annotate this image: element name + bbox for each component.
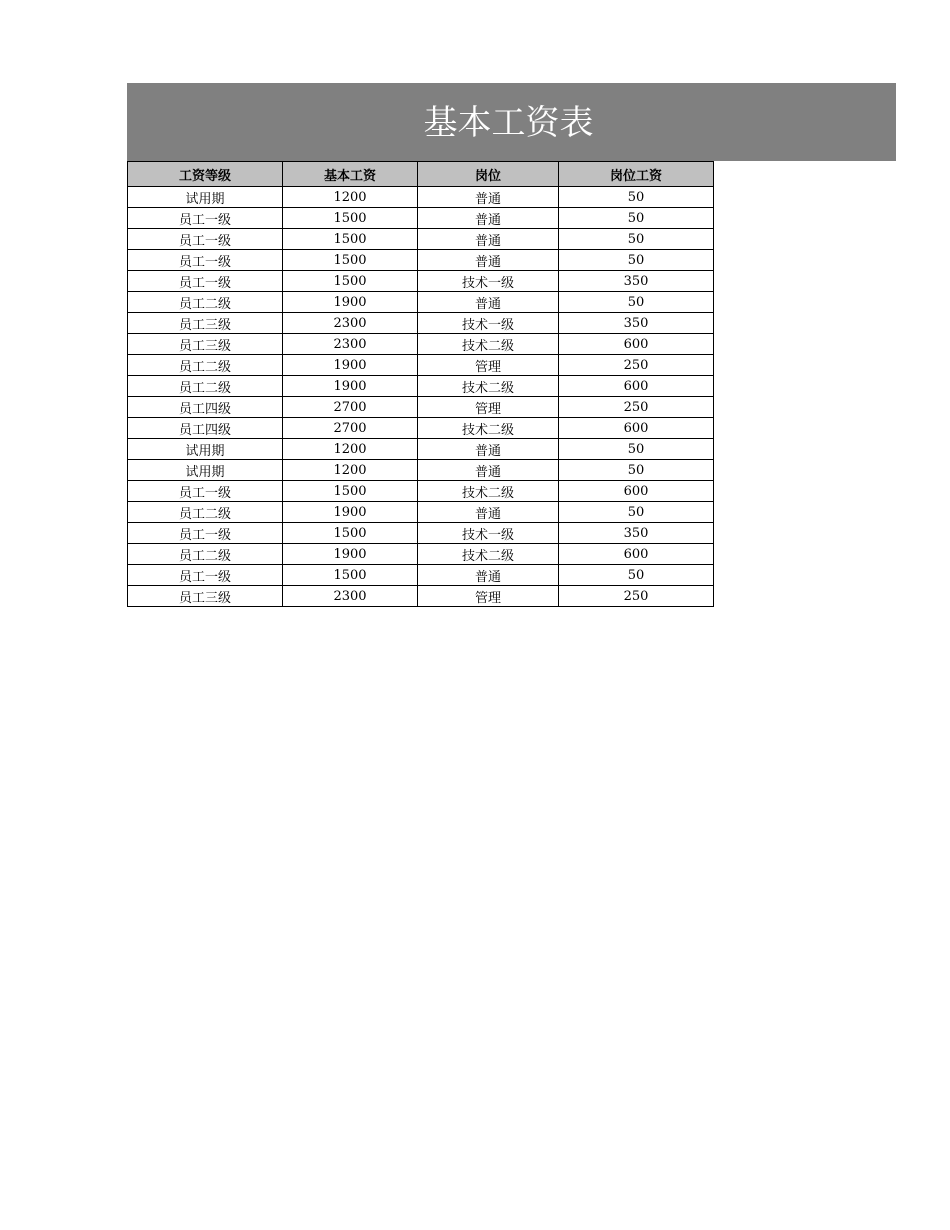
cell-grade: 员工二级 bbox=[128, 292, 283, 313]
cell-position-salary: 350 bbox=[559, 271, 714, 292]
table-row bbox=[128, 208, 714, 229]
cell-grade: 员工三级 bbox=[128, 586, 283, 607]
cell-position: 技术一级 bbox=[418, 271, 559, 292]
cell-grade: 员工一级 bbox=[128, 271, 283, 292]
cell-position-salary: 50 bbox=[559, 502, 714, 523]
cell-base-salary: 2700 bbox=[283, 397, 418, 418]
table-row bbox=[128, 523, 714, 544]
table-row bbox=[128, 271, 714, 292]
cell-position-salary: 350 bbox=[559, 523, 714, 544]
header-grade: 工资等级 bbox=[128, 162, 283, 187]
cell-position: 普通 bbox=[418, 565, 559, 586]
cell-grade: 员工一级 bbox=[128, 250, 283, 271]
cell-position: 管理 bbox=[418, 355, 559, 376]
cell-position-salary: 50 bbox=[559, 565, 714, 586]
header-position: 岗位 bbox=[418, 162, 559, 187]
cell-position: 管理 bbox=[418, 397, 559, 418]
cell-position: 普通 bbox=[418, 187, 559, 208]
cell-base-salary: 1500 bbox=[283, 208, 418, 229]
cell-position: 普通 bbox=[418, 250, 559, 271]
table-row bbox=[128, 418, 714, 439]
table-row bbox=[128, 502, 714, 523]
cell-base-salary: 2300 bbox=[283, 313, 418, 334]
table-row bbox=[128, 313, 714, 334]
cell-grade: 员工二级 bbox=[128, 355, 283, 376]
cell-position: 技术二级 bbox=[418, 481, 559, 502]
cell-position-salary: 600 bbox=[559, 481, 714, 502]
cell-position: 普通 bbox=[418, 229, 559, 250]
cell-base-salary: 1200 bbox=[283, 187, 418, 208]
cell-base-salary: 1900 bbox=[283, 544, 418, 565]
cell-grade: 试用期 bbox=[128, 460, 283, 481]
table-row bbox=[128, 544, 714, 565]
cell-position-salary: 600 bbox=[559, 544, 714, 565]
cell-base-salary: 1900 bbox=[283, 376, 418, 397]
cell-position: 普通 bbox=[418, 292, 559, 313]
cell-grade: 员工三级 bbox=[128, 313, 283, 334]
cell-position-salary: 50 bbox=[559, 439, 714, 460]
table-header-row bbox=[128, 162, 714, 187]
cell-base-salary: 1900 bbox=[283, 502, 418, 523]
cell-grade: 员工一级 bbox=[128, 481, 283, 502]
cell-position: 技术二级 bbox=[418, 376, 559, 397]
table-row bbox=[128, 334, 714, 355]
cell-position: 技术二级 bbox=[418, 544, 559, 565]
cell-base-salary: 2300 bbox=[283, 586, 418, 607]
cell-grade: 员工一级 bbox=[128, 229, 283, 250]
cell-base-salary: 1500 bbox=[283, 229, 418, 250]
cell-base-salary: 2300 bbox=[283, 334, 418, 355]
cell-position: 普通 bbox=[418, 502, 559, 523]
cell-grade: 员工二级 bbox=[128, 502, 283, 523]
cell-position: 技术一级 bbox=[418, 313, 559, 334]
cell-position-salary: 50 bbox=[559, 460, 714, 481]
cell-base-salary: 1500 bbox=[283, 250, 418, 271]
header-base-salary: 基本工资 bbox=[283, 162, 418, 187]
cell-position: 普通 bbox=[418, 460, 559, 481]
cell-position: 普通 bbox=[418, 208, 559, 229]
cell-grade: 员工四级 bbox=[128, 418, 283, 439]
table-row bbox=[128, 355, 714, 376]
cell-position-salary: 600 bbox=[559, 334, 714, 355]
cell-base-salary: 1500 bbox=[283, 523, 418, 544]
cell-position-salary: 250 bbox=[559, 586, 714, 607]
cell-base-salary: 2700 bbox=[283, 418, 418, 439]
document-title: 基本工资表 bbox=[423, 103, 594, 143]
table-row bbox=[128, 250, 714, 271]
cell-base-salary: 1500 bbox=[283, 271, 418, 292]
cell-grade: 员工一级 bbox=[128, 565, 283, 586]
cell-grade: 试用期 bbox=[128, 187, 283, 208]
cell-position-salary: 250 bbox=[559, 397, 714, 418]
cell-position-salary: 250 bbox=[559, 355, 714, 376]
cell-position-salary: 600 bbox=[559, 418, 714, 439]
cell-position: 管理 bbox=[418, 586, 559, 607]
cell-position: 技术二级 bbox=[418, 418, 559, 439]
cell-grade: 员工二级 bbox=[128, 376, 283, 397]
cell-base-salary: 1900 bbox=[283, 355, 418, 376]
cell-position-salary: 50 bbox=[559, 292, 714, 313]
cell-grade: 试用期 bbox=[128, 439, 283, 460]
table-row bbox=[128, 481, 714, 502]
salary-table bbox=[127, 161, 714, 607]
cell-position: 普通 bbox=[418, 439, 559, 460]
cell-base-salary: 1900 bbox=[283, 292, 418, 313]
table-row bbox=[128, 460, 714, 481]
cell-position-salary: 50 bbox=[559, 187, 714, 208]
cell-position-salary: 350 bbox=[559, 313, 714, 334]
cell-grade: 员工二级 bbox=[128, 544, 283, 565]
cell-position: 技术二级 bbox=[418, 334, 559, 355]
cell-position-salary: 50 bbox=[559, 250, 714, 271]
header-position-salary: 岗位工资 bbox=[559, 162, 714, 187]
cell-grade: 员工三级 bbox=[128, 334, 283, 355]
table-body bbox=[128, 187, 714, 607]
table-row bbox=[128, 565, 714, 586]
cell-grade: 员工一级 bbox=[128, 208, 283, 229]
table-row bbox=[128, 586, 714, 607]
table-row bbox=[128, 397, 714, 418]
cell-position-salary: 50 bbox=[559, 229, 714, 250]
cell-grade: 员工四级 bbox=[128, 397, 283, 418]
cell-position-salary: 50 bbox=[559, 208, 714, 229]
table-row bbox=[128, 292, 714, 313]
cell-base-salary: 1500 bbox=[283, 481, 418, 502]
cell-base-salary: 1200 bbox=[283, 460, 418, 481]
cell-position: 技术一级 bbox=[418, 523, 559, 544]
cell-base-salary: 1500 bbox=[283, 565, 418, 586]
table-row bbox=[128, 376, 714, 397]
table-row bbox=[128, 439, 714, 460]
cell-position-salary: 600 bbox=[559, 376, 714, 397]
table-row bbox=[128, 229, 714, 250]
cell-base-salary: 1200 bbox=[283, 439, 418, 460]
cell-grade: 员工一级 bbox=[128, 523, 283, 544]
table-row bbox=[128, 187, 714, 208]
